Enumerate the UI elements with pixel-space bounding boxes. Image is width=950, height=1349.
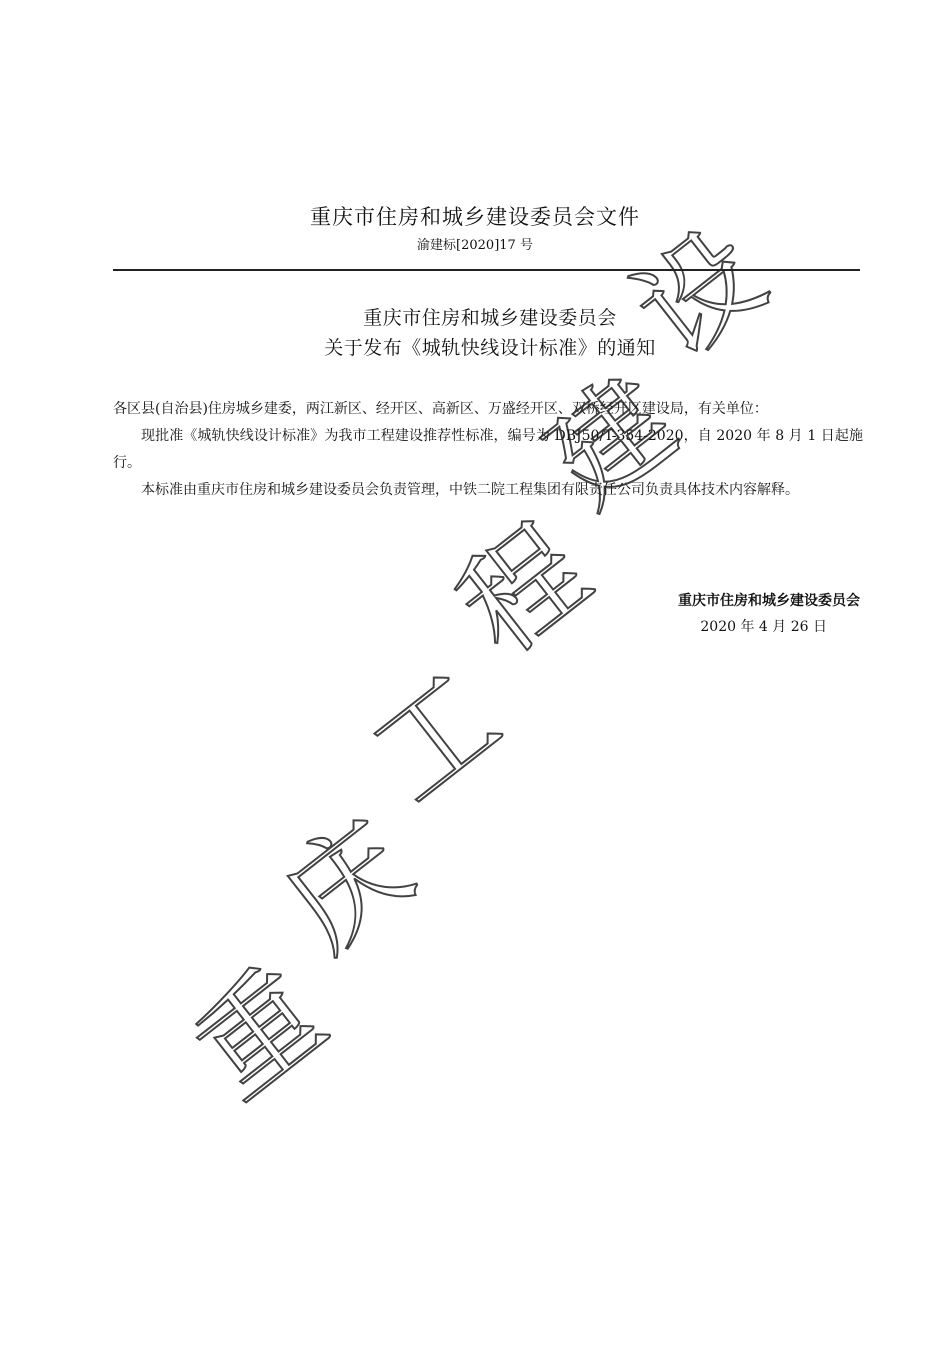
watermark-char: 程 xyxy=(434,498,613,680)
watermark-char: 重 xyxy=(170,942,349,1124)
body-paragraph-approval: 现批准《城轨快线设计标准》为我市工程建设推荐性标准，编号为 DBJ50/T-354-2020，自 2020 年 8 月 1 日起施行。 xyxy=(113,428,863,471)
body-paragraph-management: 本标准由重庆市住房和城乡建设委员会负责管理，中铁二院工程集团有限责任公司负责具体技术内容解释。 xyxy=(141,482,799,498)
signature-date: 2020 年 4 月 26 日 xyxy=(700,619,827,635)
header-divider xyxy=(113,269,860,271)
document-number: 渝建标[2020]17 号 xyxy=(417,238,533,253)
notice-title-line-1: 重庆市住房和城乡建设委员会 xyxy=(363,307,617,329)
notice-title-line-2: 关于发布《城轨快线设计标准》的通知 xyxy=(324,337,656,359)
signature-organization: 重庆市住房和城乡建设委员会 xyxy=(678,593,860,609)
signature-block xyxy=(678,588,860,640)
watermark-char: 工 xyxy=(346,646,525,828)
document-header xyxy=(0,200,950,256)
watermark-char: 设 xyxy=(610,202,789,384)
notice-body xyxy=(113,396,863,504)
notice-title xyxy=(0,303,950,363)
watermark-char: 建 xyxy=(522,350,701,532)
watermark-char: 庆 xyxy=(258,794,437,976)
issuer-title: 重庆市住房和城乡建设委员会文件 xyxy=(310,205,640,229)
addressee-line: 各区县(自治县)住房城乡建委，两江新区、经开区、高新区、万盛经开区、双桥经开区建设局，有关单位： xyxy=(113,401,768,417)
